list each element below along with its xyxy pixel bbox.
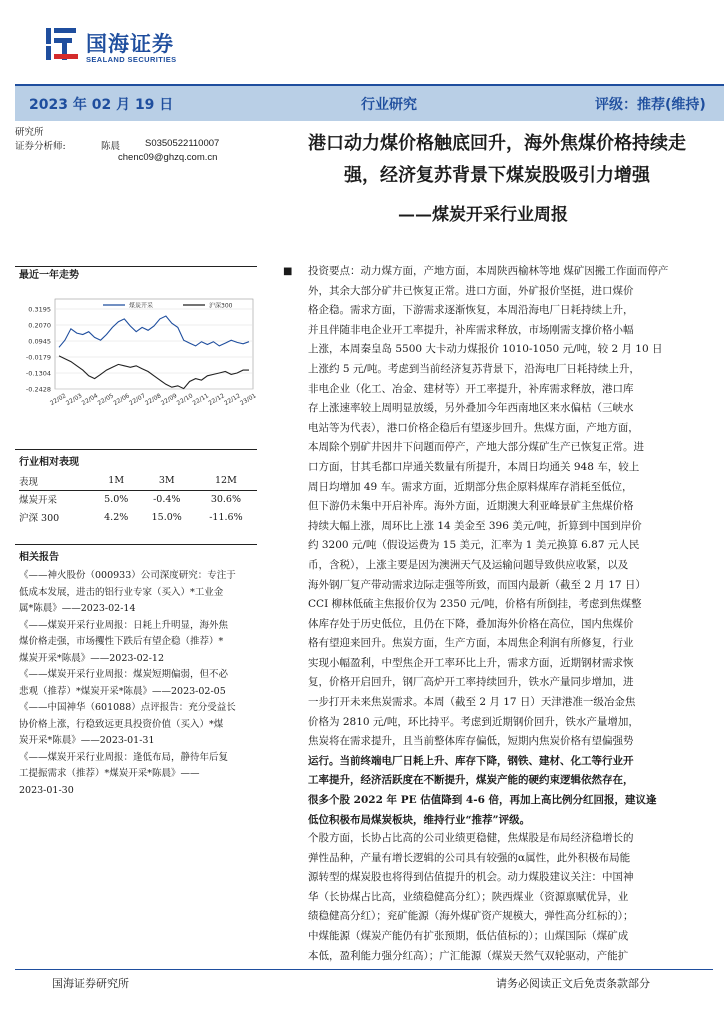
body-line: 格企稳。需求方面，下游需求逐渐恢复，本周沿海电厂日耗持续上升，: [308, 304, 634, 317]
rating-badge: 评级：推荐(维持): [595, 97, 706, 113]
body-line: 上涨，本周秦皇岛 5500 大卡动力煤报价 1010-1050 元/吨，较 2 月 10 日: [308, 343, 663, 356]
trend-chart: [15, 287, 260, 419]
body-line: 工率提升，经济活跃度在不断提升，煤炭产能的硬约束逻辑依然存在，: [308, 774, 634, 787]
related-line[interactable]: 悲观（推荐）*煤炭开采*陈晨》——2023-02-05: [19, 685, 226, 697]
body-line: 一步打开未来焦炭需求。本周（截至 2 月 17 日）天津港准一级冶金焦: [308, 696, 636, 709]
x-tick-label: 22/07: [128, 392, 147, 408]
x-tick-label: 22/11: [191, 392, 210, 408]
related-reports: [19, 568, 259, 799]
header-banner: [15, 84, 724, 121]
body-line: 复，价格开启回升，钢厂高炉开工率持续回升，铁水产量同步增加，进: [308, 676, 634, 689]
related-line[interactable]: 《——中国神华（601088）点评报告：充分受益长: [19, 702, 236, 713]
footer-disclaimer: 请务必阅读正文后免责条款部分: [496, 977, 650, 990]
body-line: 源转型的煤炭股也将得到估值提升的机会。动力煤股建议关注：中国神: [308, 871, 634, 884]
body-line: 运行。当前终端电厂日耗上升、库存下降，钢铁、建材、化工等行业开: [308, 754, 634, 767]
stock-picks: [308, 829, 693, 966]
y-tick-label: 0.0945: [28, 337, 51, 346]
body-line: 投资要点：动力煤方面，产地方面，本周陕西榆林等地 煤矿因搬工作面而停产: [308, 265, 669, 277]
table-cell: 煤炭开采: [19, 495, 58, 507]
x-tick-label: 22/09: [159, 392, 179, 408]
body-line: 体库存处于历史低位，且仍在下降，叠加海外价格在高位，国内焦煤价: [308, 617, 634, 630]
analyst-info: [15, 124, 265, 166]
table-cell: -11.6%: [209, 511, 243, 523]
table-cell: -0.4%: [153, 493, 181, 505]
related-line[interactable]: 属*陈晨》——2023-02-14: [19, 603, 136, 614]
related-line[interactable]: 《——煤炭开采行业周报：逢低布局，静待年后复: [19, 751, 229, 763]
y-tick-label: 0.2070: [28, 321, 51, 330]
body-line: 很多个股 2022 年 PE 估值降到 4-6 倍，再加上高比例分红回报，建议逢: [308, 794, 657, 807]
body-line: 海外钢厂复产带动需求边际走强等所致，而国内最新（截至 2 月 17 日）: [308, 578, 646, 591]
body-line: 但下游仍未集中开启补库。海外方面，近期澳大利亚峰景矿主焦煤价格: [308, 500, 634, 513]
x-tick-label: 22/12: [223, 392, 242, 408]
body-line: 周日均增加 49 车。需求方面，近期部分焦企原料煤库存消耗至低位，: [308, 480, 633, 493]
title-line-1: 港口动力煤价格触底回升，海外焦煤价格持续走: [308, 133, 686, 154]
trend-chart-svg: [15, 287, 260, 419]
footer-divider: [15, 969, 713, 970]
related-line[interactable]: 低成本发展，进击的铝行业专家（买入）*工业金: [19, 586, 224, 598]
body-line: 电站等为代表），港口价格企稳后有望逐步回升。焦煤方面，产地方面，: [308, 421, 639, 434]
body-line: 个股方面，长协占比高的公司业绩更稳健，焦煤股是布局经济稳增长的: [308, 832, 634, 844]
body-line: 币，含税），上涨主要是因为澳洲天气及运输问题导致供应收紧，以及: [308, 558, 629, 571]
analyst-license: S0350522110007: [145, 138, 220, 149]
body-line: 华（长协煤占比高，业绩稳健高分红）；陕西煤业（资源禀赋优异，业: [308, 890, 629, 903]
body-line: 格有望迎来回升。焦炭方面，生产方面，本周焦企利润有所修复，行业: [308, 637, 634, 650]
body-line: 本低，盈利能力强分红高）；广汇能源（煤炭天然气双轮驱动，产能扩: [308, 949, 629, 962]
series-line: [59, 316, 249, 347]
body-line: 低位积极布局煤炭板块，维持行业“推荐”评级。: [308, 813, 531, 826]
x-tick-label: 22/04: [80, 392, 100, 408]
body-line: 外，其余大部分矿井已恢复正常。进口方面，外矿报价坚挺，进口煤价: [308, 284, 634, 297]
title-line-2: 强，经济复苏背景下煤炭股吸引力增强: [344, 165, 650, 186]
analyst-name: 陈晨: [101, 141, 121, 152]
related-line[interactable]: 《——神火股份（000933）公司深度研究：专注于: [19, 570, 236, 581]
related-line[interactable]: 煤炭开采*陈晨》——2023-02-12: [19, 652, 165, 664]
body-line: 持续大幅上涨，周环比上涨 14 美金至 396 美元/吨，折算到中国到岸价: [308, 519, 642, 532]
legend-label: 煤炭开采: [129, 302, 154, 310]
table-cell: 4.2%: [104, 511, 129, 523]
bullet-icon: ■: [283, 266, 293, 277]
report-date: 2023 年 02 月 19 日: [29, 97, 174, 113]
x-tick-label: 22/02: [49, 392, 68, 408]
x-tick-label: 22/10: [175, 392, 195, 408]
body-line: 实现小幅盈利，中型焦企开工率环比上升，需求方面，近期钢材需求恢: [308, 656, 634, 669]
y-tick-label: -0.0179: [25, 353, 51, 362]
related-line[interactable]: 《——煤炭开采行业周报：日耗上升明显，海外焦: [19, 619, 229, 631]
footer-org: 国海证券研究所: [52, 977, 129, 990]
report-title: [282, 128, 712, 192]
divider: [15, 544, 257, 545]
x-tick-label: 22/08: [144, 392, 163, 408]
y-tick-label: -0.2428: [25, 385, 51, 394]
x-tick-label: 22/06: [112, 392, 131, 408]
body-line: 并且伴随非电企业开工率提升，补库需求释放，市场刚需支撑价格小幅: [308, 323, 634, 336]
x-tick-label: 22/05: [96, 392, 115, 408]
analyst-email: chenc09@ghzq.com.cn: [118, 152, 218, 163]
table-row: [19, 508, 257, 526]
table-cell: 30.6%: [210, 493, 241, 505]
report-subtitle: ——煤炭开采行业周报: [398, 205, 568, 225]
x-tick-label: 22/12: [207, 392, 226, 408]
x-tick-label: 23/01: [239, 392, 258, 408]
table-header-row: [19, 472, 257, 490]
y-tick-label: 0.3195: [28, 305, 51, 314]
y-tick-label: -0.1304: [25, 369, 51, 378]
table-cell: 5.0%: [104, 493, 129, 505]
report-type: 行业研究: [361, 97, 417, 113]
table-cell: 沪深 300: [19, 513, 60, 524]
brand-name-en: SEALAND SECURITIES: [86, 55, 177, 64]
body-line: 弹性品种，产量有增长逻辑的公司具有较强的α属性，此外积极布局能: [308, 851, 631, 864]
body-line: 存上涨速率较上周明显放缓，另外叠加今年西南地区来水偏枯（三峡水: [308, 402, 634, 415]
body-line: 焦炭将在需求提升，且当前整体库存偏低，短期内焦炭价格有望偏强势: [308, 735, 634, 748]
company-logo: [44, 24, 194, 70]
series-line: [59, 356, 249, 389]
table-header: 1M: [94, 472, 139, 490]
brand-name: 国海证券: [86, 32, 174, 56]
table-row: [19, 490, 257, 508]
table-header: 12M: [195, 472, 257, 490]
body-line: 绩稳健高分红）；兖矿能源（海外煤矿资产规模大，弹性高分红标的）；: [308, 910, 634, 923]
related-line[interactable]: 炭开采*陈晨》——2023-01-31: [19, 735, 155, 746]
related-line[interactable]: 煤价格走强，市场攫性下跌后有望企稳（推荐）*: [19, 636, 224, 647]
x-tick-label: 22/03: [64, 392, 84, 408]
related-line[interactable]: 《——煤炭开采行业周报：煤炭短期偏弱，但不必: [19, 669, 229, 680]
analyst-role: 证券分析师:: [15, 141, 66, 152]
legend-label: 沪深300: [209, 302, 233, 310]
related-line[interactable]: 协价格上涨，行稳致远更具投资价值（买入）*煤: [19, 718, 224, 730]
body-line: 上涨约 5 元/吨。考虑到当前经济复苏背景下，沿海电厂日耗持续上升，: [308, 362, 640, 375]
body-line: 约 3200 元/吨（假设运费为 15 美元，汇率为 1 美元换算 6.87 元人民: [308, 539, 640, 552]
performance-table: [19, 472, 257, 526]
performance-title: 行业相对表现: [19, 457, 79, 468]
related-line[interactable]: 工提振需求（推荐）*煤炭开采*陈晨》——: [19, 768, 200, 779]
table-header: 表现: [19, 472, 94, 490]
investment-summary: [308, 262, 693, 830]
table-cell: 15.0%: [151, 511, 182, 523]
body-line: 中煤能源（煤炭产能仍有扩张预期，低估值标的）；山煤国际（煤矿成: [308, 929, 629, 942]
divider: [15, 449, 257, 450]
body-line: 本周除个别矿井因井下问题而停产，产地大部分煤矿生产已恢复正常。进: [308, 441, 644, 454]
body-line: 非电企业（化工、冶金、建材等）开工率提升，补库需求释放，港口库: [308, 382, 634, 395]
body-line: 价格为 2810 元/吨，环比持平。考虑到近期钢价回升，铁水产量增加，: [308, 715, 639, 728]
body-line: CCI 柳林低硫主焦报价仅为 2350 元/吨，价格有所倒挂，考虑到焦煤整: [308, 598, 642, 611]
related-line[interactable]: 2023-01-30: [19, 784, 74, 796]
body-line: 口方面，甘其毛都口岸通关数量有所提升，本周日均通关 948 车，较上: [308, 460, 640, 473]
sealand-logo-icon: [44, 24, 80, 64]
trend-title: 最近一年走势: [19, 270, 79, 281]
table-header: 3M: [139, 472, 195, 490]
related-title: 相关报告: [19, 552, 59, 563]
org-label: 研究所: [15, 127, 44, 138]
